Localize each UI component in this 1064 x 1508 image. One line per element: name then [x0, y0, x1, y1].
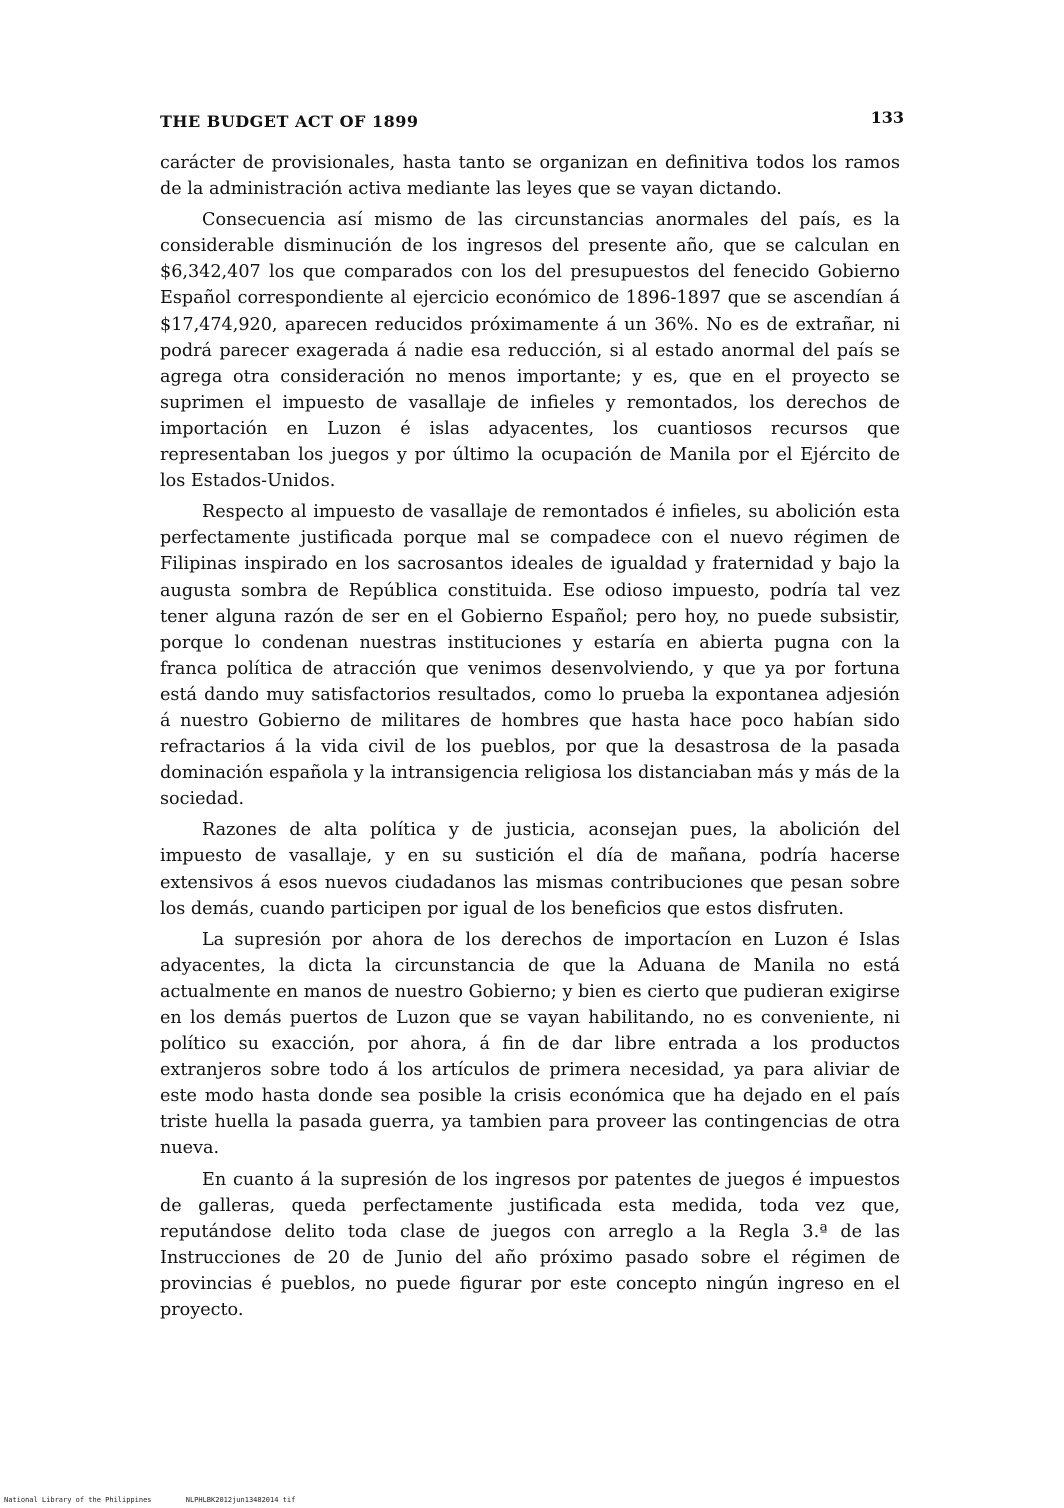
paragraph: La supresión por ahora de los derechos de importacíon en Luzon é Islas adyacentes, la dicta la circunstancia de que la Aduana de Manila no está actualmente en manos de nuestro Gobierno; y bien es cierto que pudieran exigirse en los demás puertos de Luzon que se vayan habilitando, no es conveniente, ni político su exacción, por ahora, á fin de dar libre entrada a los productos extranjeros sobre todo á los artículos de primera necesidad, ya para aliviar de este modo hasta donde sea posible la crisis económica que ha dejado en el país triste huella la pasada guerra, ya tambien para proveer las contingencias de otra nueva. — [160, 929, 900, 1159]
paragraph: Respecto al impuesto de vasallaje de remontados é infieles, su abolición esta perfectamente justificada porque mal se compadece con el nuevo régimen de Filipinas inspirado en los sacrosantos ideales de igualdad y fraternidad y bajo la augusta sombra de República constituida. Ese odioso impuesto, podría tal vez tener alguna razón de ser en el Gobierno Español; pero hoy, no puede subsistir, porque lo condenan nuestras instituciones y estaría en abierta pugna con la franca política de atracción que venimos desenvolviendo, y que ya por fortuna está dando muy satisfactorios resultados, como lo prueba la expontanea adjesión á nuestro Gobierno de militares de hombres que hasta hace poco habían sido refractarios á la vida civil de los pueblos, por que la desastrosa de la pasada dominación española y la intransigencia religiosa los distanciaban más y más de la sociedad. — [160, 502, 900, 810]
footer-library: National Library of the Philippines — [4, 1496, 152, 1504]
paragraph: En cuanto á la supresión de los ingresos por patentes de juegos é impuestos de galleras, queda perfectamente justificada esta medida, toda vez que, reputándose delito toda clase de juegos con arreglo a la Regla 3.ª de las Instrucciones de 20 de Junio del año próximo pasado sobre el régimen de provincias é pueblos, no puede figurar por este concepto ningún ingreso en el proyecto. — [160, 1169, 900, 1321]
scan-footer — [4, 1496, 295, 1504]
body-text — [160, 150, 900, 1328]
paragraph: Consecuencia así mismo de las circunstancias anormales del país, es la considerable disminución de los ingresos del presente año, que se calculan en $6,342,407 los que comparados con los del presupuestos del fenecido Gobierno Español correspondiente al ejercicio económico de 1896-1897 que se ascendían á $17,474,920, aparecen reducidos próximamente á un 36%. No es de extrañar, ni podrá parecer exagerada á nadie esa reducción, si al estado anormal del país se agrega otra consideración no menos importante; y es, que en el proyecto se suprimen el impuesto de vasallaje de infieles y remontados, los derechos de importación en Luzon é islas adyacentes, los cuantiosos recursos que representaban los juegos y por último la ocupación de Manila por el Ejército de los Estados-Unidos. — [160, 210, 900, 492]
running-title: THE BUDGET ACT OF 1899 — [160, 112, 419, 131]
paragraph: carácter de provisionales, hasta tanto se organizan en definitiva todos los ramos de la administración activa mediante las leyes que se vayan dictando. — [160, 153, 900, 200]
paragraph: Razones de alta política y de justicia, aconsejan pues, la abolición del impuesto de vasallaje, y en su sustición el día de mañana, podría hacerse extensivos á esos nuevos ciudadanos las mismas contribuciones que pesan sobre los demás, cuando participen por igual de los beneficios que estos disfruten. — [160, 820, 900, 919]
footer-file-id: NLPHLBK2012jun13482014 tif — [185, 1496, 296, 1504]
page-number: 133 — [870, 108, 904, 127]
